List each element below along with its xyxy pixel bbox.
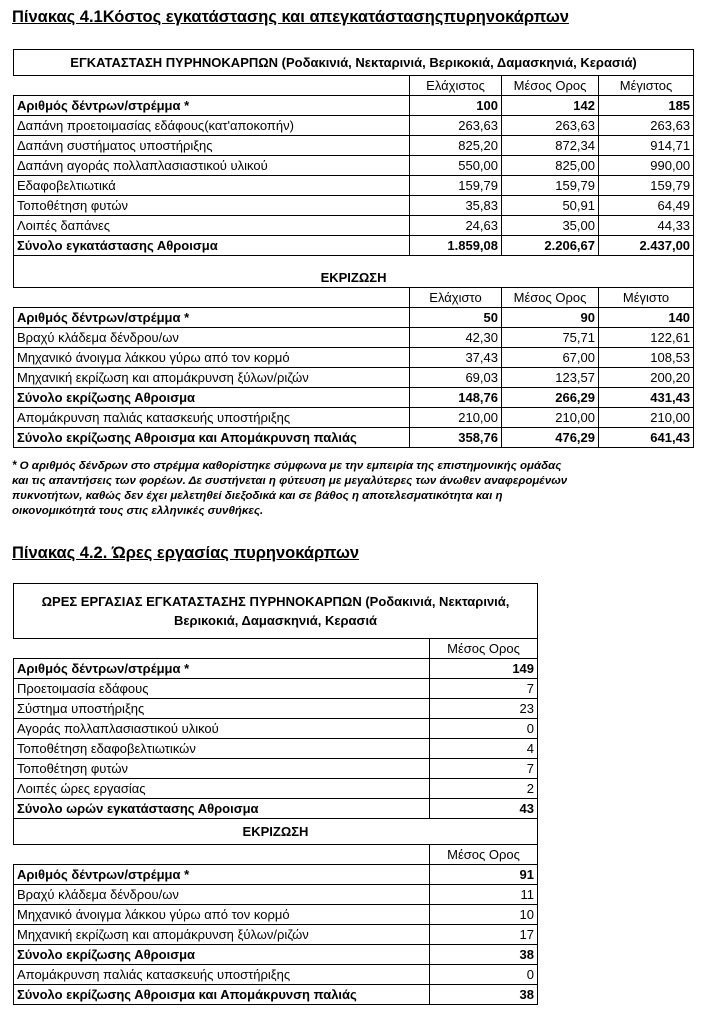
max-value: 122,61: [599, 328, 694, 348]
column-header: Μέσος Ορος: [430, 845, 538, 865]
avg-value: 159,79: [502, 176, 599, 196]
max-value: 914,71: [599, 136, 694, 156]
table-row: [14, 759, 538, 779]
row-label: Βραχύ κλάδεμα δένδρου/ων: [14, 885, 430, 905]
row-label: Σύνολο εκρίζωσης Αθροισμα και Απομάκρυνση παλιάς: [14, 985, 430, 1005]
row-label: Απομάκρυνση παλιάς κατασκευής υποστήριξης: [14, 965, 430, 985]
section-title-row: [14, 50, 694, 76]
row-label: Δαπάνη συστήματος υποστήριξης: [14, 136, 410, 156]
avg-value: 10: [430, 905, 538, 925]
blank-header-cell: [14, 288, 410, 308]
min-value: 550,00: [410, 156, 502, 176]
column-header: Μέσος Ορος: [502, 288, 599, 308]
table-row: [14, 659, 538, 679]
table-row: [14, 985, 538, 1005]
footnote-line: * Ο αριθμός δένδρων στο στρέμμα καθορίστηκε σύμφωνα με την εμπειρία της επιστημονικής ομάδας: [12, 460, 562, 472]
footnote-line: πυκνοτήτων, καθώς δεν έχει μελετηθεί διεξοδικά και σε βάθος η αποτελεσματικότητα και η: [12, 490, 503, 502]
min-value: 358,76: [410, 428, 502, 448]
section-title-row: [14, 584, 538, 639]
table-row: [14, 885, 538, 905]
avg-value: 11: [430, 885, 538, 905]
min-value: 159,79: [410, 176, 502, 196]
max-value: 108,53: [599, 348, 694, 368]
avg-value: 91: [430, 865, 538, 885]
section-title: ΕΚΡΙΖΩΣΗ: [14, 819, 538, 845]
table-row: [14, 679, 538, 699]
section-title-row: [14, 819, 538, 845]
max-value: 990,00: [599, 156, 694, 176]
column-header: Μέσος Ορος: [502, 76, 599, 96]
section-title: ΕΓΚΑΤΑΣΤΑΣΗ ΠΥΡΗΝΟΚΑΡΠΩΝ (Ροδακινιά, Νεκταρινιά, Βερικοκιά, Δαμασκηνιά, Κερασιά): [14, 50, 694, 76]
avg-value: 0: [430, 719, 538, 739]
min-value: 37,43: [410, 348, 502, 368]
column-header-row: [14, 76, 694, 96]
avg-value: 7: [430, 679, 538, 699]
footnote: [12, 459, 712, 519]
avg-value: 476,29: [502, 428, 599, 448]
row-label: Βραχύ κλάδεμα δένδρου/ων: [14, 328, 410, 348]
avg-value: 2.206,67: [502, 236, 599, 256]
column-header: Μέγιστο: [599, 288, 694, 308]
table-row: [14, 428, 694, 448]
min-value: 825,20: [410, 136, 502, 156]
max-value: 140: [599, 308, 694, 328]
spacer-cell: [14, 256, 694, 269]
row-label: Δαπάνη αγοράς πολλαπλασιαστικού υλικού: [14, 156, 410, 176]
row-label: Μηχανικό άνοιγμα λάκκου γύρω από τον κορμό: [14, 905, 430, 925]
max-value: 200,20: [599, 368, 694, 388]
avg-value: 75,71: [502, 328, 599, 348]
table-row: [14, 739, 538, 759]
min-value: 35,83: [410, 196, 502, 216]
row-label: Μηχανική εκρίζωση και απομάκρυνση ξύλων/ριζών: [14, 925, 430, 945]
table-row: [14, 368, 694, 388]
row-label: Τοποθέτηση εδαφοβελτιωτικών: [14, 739, 430, 759]
row-label: Προετοιμασία εδάφους: [14, 679, 430, 699]
avg-value: 50,91: [502, 196, 599, 216]
blank-header-cell: [14, 845, 430, 865]
avg-value: 90: [502, 308, 599, 328]
table-row: [14, 136, 694, 156]
row-label: Λοιπές ώρες εργασίας: [14, 779, 430, 799]
row-label: Σύνολο εγκατάστασης Αθροισμα: [14, 236, 410, 256]
table1-heading: Πίνακας 4.1Κόστος εγκατάστασης και απεγκατάστασηςπυρηνοκάρπων: [12, 8, 569, 26]
column-header: Μέγιστος: [599, 76, 694, 96]
footnote-line: οικονομικότητά τους στις ελληνικές συνθήκες.: [12, 505, 264, 517]
avg-value: 23: [430, 699, 538, 719]
avg-value: 142: [502, 96, 599, 116]
table-row: [14, 116, 694, 136]
blank-header-cell: [14, 639, 430, 659]
row-label: Μηχανικό άνοιγμα λάκκου γύρω από τον κορμό: [14, 348, 410, 368]
working-hours-table: [13, 583, 538, 1005]
table-row: [14, 216, 694, 236]
table-row: [14, 945, 538, 965]
max-value: 2.437,00: [599, 236, 694, 256]
column-header-row: [14, 288, 694, 308]
table-row: [14, 965, 538, 985]
section-title: ΩΡΕΣ ΕΡΓΑΣΙΑΣ ΕΓΚΑΤΑΣΤΑΣΗΣ ΠΥΡΗΝΟΚΑΡΠΩΝ (Ροδακινιά, Νεκταρινιά, Βερικοκιά, Δαμασκηνιά, Κερασιά: [14, 584, 538, 639]
min-value: 263,63: [410, 116, 502, 136]
row-label: Εδαφοβελτιωτικά: [14, 176, 410, 196]
max-value: 431,43: [599, 388, 694, 408]
min-value: 148,76: [410, 388, 502, 408]
row-label: Αριθμός δέντρων/στρέμμα *: [14, 308, 410, 328]
avg-value: 17: [430, 925, 538, 945]
avg-value: 35,00: [502, 216, 599, 236]
row-label: Σύνολο εκρίζωσης Αθροισμα: [14, 388, 410, 408]
max-value: 44,33: [599, 216, 694, 236]
row-label: Σύνολο εκρίζωσης Αθροισμα και Απομάκρυνση παλιάς: [14, 428, 410, 448]
blank-header-cell: [14, 76, 410, 96]
min-value: 24,63: [410, 216, 502, 236]
table-row: [14, 328, 694, 348]
table-row: [14, 925, 538, 945]
table-row: [14, 699, 538, 719]
row-label: Μηχανική εκρίζωση και απομάκρυνση ξύλων/ριζών: [14, 368, 410, 388]
section-title: ΕΚΡΙΖΩΣΗ: [14, 268, 694, 288]
table-row: [14, 905, 538, 925]
table-row: [14, 408, 694, 428]
avg-value: 43: [430, 799, 538, 819]
max-value: 210,00: [599, 408, 694, 428]
max-value: 263,63: [599, 116, 694, 136]
avg-value: 38: [430, 985, 538, 1005]
avg-value: 825,00: [502, 156, 599, 176]
footnote-line: και τις απαντήσεις των φορέων. Δε συστήνεται η φύτευση με μεγαλύτερες των άνωθεν αναφερομένων: [12, 475, 568, 487]
row-label: Σύνολο ωρών εγκατάστασης Αθροισμα: [14, 799, 430, 819]
max-value: 64,49: [599, 196, 694, 216]
row-label: Σύστημα υποστήριξης: [14, 699, 430, 719]
table-row: [14, 779, 538, 799]
table-row: [14, 196, 694, 216]
row-label: Αριθμός δέντρων/στρέμμα *: [14, 865, 430, 885]
row-label: Αγοράς πολλαπλασιαστικού υλικού: [14, 719, 430, 739]
min-value: 42,30: [410, 328, 502, 348]
section-title-row: [14, 268, 694, 288]
table-row: [14, 176, 694, 196]
avg-value: 0: [430, 965, 538, 985]
avg-value: 263,63: [502, 116, 599, 136]
table2-heading: Πίνακας 4.2. Ώρες εργασίας πυρηνοκάρπων: [12, 544, 360, 562]
max-value: 185: [599, 96, 694, 116]
row-label: Λοιπές δαπάνες: [14, 216, 410, 236]
avg-value: 2: [430, 779, 538, 799]
row-label: Τοποθέτηση φυτών: [14, 759, 430, 779]
avg-value: 7: [430, 759, 538, 779]
table-row: [14, 719, 538, 739]
min-value: 210,00: [410, 408, 502, 428]
table-row: [14, 236, 694, 256]
table-row: [14, 865, 538, 885]
row-label: Απομάκρυνση παλιάς κατασκευής υποστήριξης: [14, 408, 410, 428]
table-row: [14, 799, 538, 819]
max-value: 641,43: [599, 428, 694, 448]
avg-value: 149: [430, 659, 538, 679]
table-row: [14, 156, 694, 176]
avg-value: 123,57: [502, 368, 599, 388]
column-header-row: [14, 845, 538, 865]
row-label: Σύνολο εκρίζωσης Αθροισμα: [14, 945, 430, 965]
avg-value: 266,29: [502, 388, 599, 408]
row-label: Δαπάνη προετοιμασίας εδάφους(κατ'αποκοπήν): [14, 116, 410, 136]
column-header: Μέσος Ορος: [430, 639, 538, 659]
min-value: 50: [410, 308, 502, 328]
table-row: [14, 348, 694, 368]
min-value: 69,03: [410, 368, 502, 388]
table-row: [14, 308, 694, 328]
row-label: Τοποθέτηση φυτών: [14, 196, 410, 216]
column-header: Ελάχιστος: [410, 76, 502, 96]
row-label: Αριθμός δέντρων/στρέμμα *: [14, 659, 430, 679]
table-row: [14, 388, 694, 408]
avg-value: 67,00: [502, 348, 599, 368]
min-value: 1.859,08: [410, 236, 502, 256]
avg-value: 38: [430, 945, 538, 965]
spacer-row: [14, 256, 694, 269]
min-value: 100: [410, 96, 502, 116]
avg-value: 4: [430, 739, 538, 759]
row-label: Αριθμός δέντρων/στρέμμα *: [14, 96, 410, 116]
avg-value: 872,34: [502, 136, 599, 156]
max-value: 159,79: [599, 176, 694, 196]
avg-value: 210,00: [502, 408, 599, 428]
table-row: [14, 96, 694, 116]
column-header-row: [14, 639, 538, 659]
installation-cost-table: [13, 49, 694, 448]
column-header: Ελάχιστο: [410, 288, 502, 308]
